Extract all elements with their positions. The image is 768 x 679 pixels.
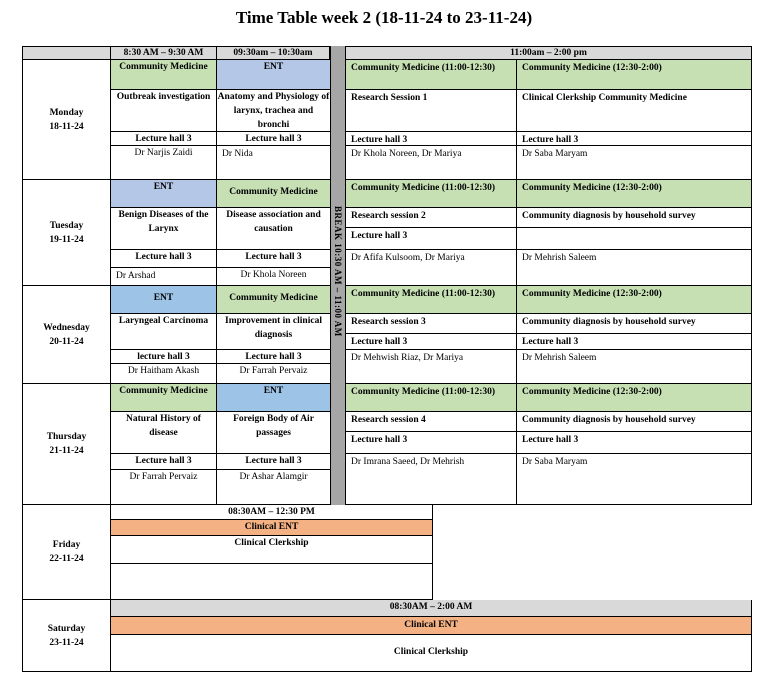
wed-s2-subject: Community Medicine	[216, 286, 330, 314]
day-date: 18-11-24	[49, 121, 84, 132]
header-slot1: 8:30 AM – 9:30 AM	[110, 46, 216, 60]
day-name: Monday	[49, 107, 84, 118]
break-column	[330, 46, 346, 505]
mon-s1-subject: Community Medicine	[110, 60, 216, 90]
mon-s3-topic: Research Session 1	[346, 90, 516, 132]
thu-s4-venue: Lecture hall 3	[516, 432, 752, 454]
day-saturday	[22, 600, 110, 672]
mon-s4-venue: Lecture hall 3	[516, 132, 752, 146]
thu-s4-teacher: Dr Saba Maryam	[516, 454, 752, 505]
thu-s3-teacher: Dr Imrana Saeed, Dr Mehrish	[346, 454, 516, 505]
sat-time: 08:30AM – 2:00 AM	[110, 600, 752, 617]
mon-s1-venue: Lecture hall 3	[110, 132, 216, 146]
tue-s2-subject: Community Medicine	[216, 180, 330, 208]
mon-s2-subject: ENT	[216, 60, 330, 90]
day-wednesday	[22, 286, 110, 384]
wed-s2-teacher: Dr Farrah Pervaiz	[216, 364, 330, 384]
day-name: Thursday	[46, 432, 87, 442]
thu-s3-topic: Research session 4	[346, 412, 516, 432]
wed-s3-subject: Community Medicine (11:00-12:30)	[346, 286, 516, 314]
tue-s3-topic: Research session 2	[346, 208, 516, 228]
day-name: Wednesday	[43, 322, 90, 333]
day-date: 20-11-24	[49, 336, 84, 347]
wed-s4-subject: Community Medicine (12:30-2:00)	[516, 286, 752, 314]
wed-s3-venue: Lecture hall 3	[346, 334, 516, 350]
tue-s3-subject: Community Medicine (11:00-12:30)	[346, 180, 516, 208]
tue-s3-teacher: Dr Afifa Kulsoom, Dr Mariya	[346, 250, 516, 286]
tue-s4-venue	[516, 228, 752, 250]
wed-s4-topic: Community diagnosis by household survey	[516, 314, 752, 334]
wed-s2-venue: Lecture hall 3	[216, 350, 330, 364]
tue-s2-teacher: Dr Khola Noreen	[216, 268, 330, 286]
thu-s1-venue: Lecture hall 3	[110, 454, 216, 470]
thu-s2-teacher: Dr Ashar Alamgir	[216, 470, 330, 505]
mon-s3-teacher: Dr Khola Noreen, Dr Mariya	[346, 146, 516, 180]
thu-s4-topic: Community diagnosis by household survey	[516, 412, 752, 432]
thu-s1-topic: Natural History of disease	[110, 412, 216, 454]
thu-s2-subject: ENT	[216, 384, 330, 412]
thu-s3-subject: Community Medicine (11:00-12:30)	[346, 384, 516, 412]
fri-time: 08:30AM – 12:30 PM	[110, 505, 433, 520]
page-title: Time Table week 2 (18-11-24 to 23-11-24)	[235, 8, 533, 27]
thu-s3-venue: Lecture hall 3	[346, 432, 516, 454]
day-thursday	[22, 384, 110, 505]
mon-s3-venue: Lecture hall 3	[346, 132, 516, 146]
wed-s1-venue: lecture hall 3	[110, 350, 216, 364]
fri-empty-row	[110, 564, 433, 600]
header-slot3: 11:00am – 2:00 pm	[346, 46, 752, 60]
day-date: 19-11-24	[49, 234, 84, 245]
day-name: Tuesday	[49, 220, 84, 231]
tue-s2-venue: Lecture hall 3	[216, 250, 330, 268]
day-date: 21-11-24	[49, 446, 84, 456]
day-tuesday	[22, 180, 110, 286]
tue-s4-subject: Community Medicine (12:30-2:00)	[516, 180, 752, 208]
day-friday	[22, 505, 110, 600]
tue-s1-topic: Benign Diseases of the Larynx	[110, 208, 216, 250]
wed-s2-topic: Improvement in clinical diagnosis	[216, 314, 330, 350]
mon-s2-topic: Anatomy and Physiology of larynx, trachea and bronchi	[217, 92, 330, 130]
thu-s1-teacher: Dr Farrah Pervaiz	[110, 470, 216, 505]
wed-s1-topic: Laryngeal Carcinoma	[110, 314, 216, 350]
day-name: Friday	[52, 540, 81, 550]
mon-s2-teacher: Dr Nida	[216, 146, 330, 180]
break-label: BREAK 10:30 AM – 11:00 AM	[333, 206, 343, 337]
mon-s1-topic: Outbreak investigation	[110, 90, 216, 132]
tue-s3-venue: Lecture hall 3	[346, 228, 516, 250]
tue-s1-subject: ENT	[110, 180, 216, 208]
tue-s1-venue: Lecture hall 3	[110, 250, 216, 268]
wed-s4-teacher: Dr Mehrish Saleem	[516, 350, 752, 384]
sat-activity: Clinical Clerkship	[110, 635, 752, 672]
header-slot2: 09:30am – 10:30am	[216, 46, 330, 60]
mon-s2-venue: Lecture hall 3	[216, 132, 330, 146]
tue-s1-teacher: Dr Arshad	[110, 268, 216, 286]
thu-s4-subject: Community Medicine (12:30-2:00)	[516, 384, 752, 412]
wed-s4-venue: Lecture hall 3	[516, 334, 752, 350]
tue-s2-topic: Disease association and causation	[216, 208, 330, 250]
mon-s1-teacher: Dr Narjis Zaidi	[110, 146, 216, 180]
sat-subject: Clinical ENT	[110, 617, 752, 635]
header-corner	[22, 46, 110, 60]
wed-s1-subject: ENT	[110, 286, 216, 314]
day-monday	[22, 60, 110, 180]
wed-s3-teacher: Dr Mehwish Riaz, Dr Mariya	[346, 350, 516, 384]
fri-activity: Clinical Clerkship	[110, 536, 433, 564]
thu-s2-topic: Foreign Body of Air passages	[216, 412, 330, 454]
mon-s4-topic: Clinical Clerkship Community Medicine	[516, 90, 752, 132]
mon-s4-teacher: Dr Saba Maryam	[516, 146, 752, 180]
tue-s4-teacher: Dr Mehrish Saleem	[516, 250, 752, 286]
thu-s1-subject: Community Medicine	[110, 384, 216, 412]
mon-s4-subject: Community Medicine (12:30-2:00)	[516, 60, 752, 90]
fri-subject: Clinical ENT	[110, 520, 433, 536]
thu-s2-venue: Lecture hall 3	[216, 454, 330, 470]
wed-s1-teacher: Dr Haitham Akash	[110, 364, 216, 384]
day-name: Saturday	[47, 623, 86, 634]
day-date: 23-11-24	[49, 637, 84, 648]
day-date: 22-11-24	[49, 554, 84, 564]
tue-s4-topic: Community diagnosis by household survey	[516, 208, 752, 228]
wed-s3-topic: Research session 3	[346, 314, 516, 334]
mon-s3-subject: Community Medicine (11:00-12:30)	[346, 60, 516, 90]
